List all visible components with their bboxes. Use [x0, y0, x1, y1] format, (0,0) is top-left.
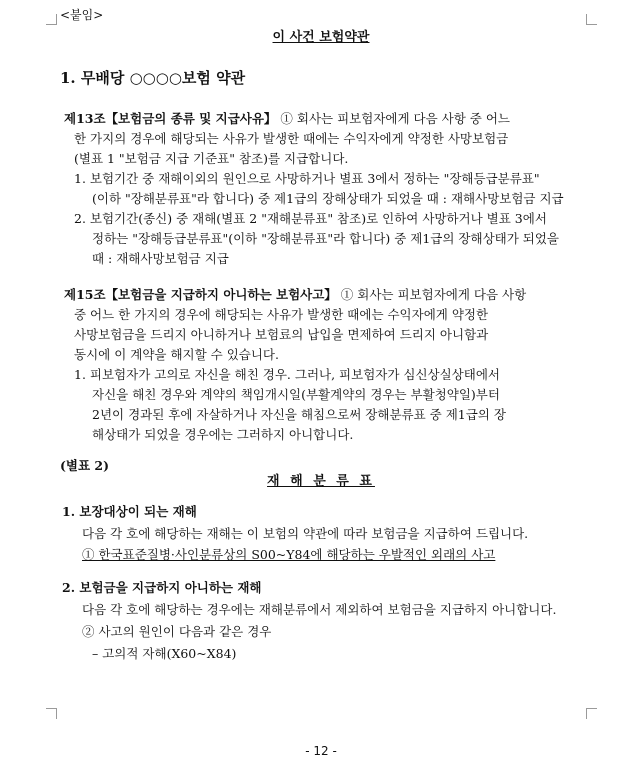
list-item-line: 2. 보험기간(종신) 중 재해(별표 2 "재해분류표" 참조)로 인하여 사망하거나 별표 3에서	[74, 211, 547, 226]
paragraph-line: (별표 1 "보험금 지급 기준표" 참조)를 지급합니다.	[74, 151, 349, 166]
annex-sub-item: – 고의적 자해(X60~X84)	[92, 646, 237, 661]
list-item-line: 정하는 "장해등급분류표"(이하 "장해분류표"라 합니다) 중 제1급의 장해상태가 되었을	[92, 231, 559, 246]
list-item-line: 때 : 재해사망보험금 지급	[92, 251, 229, 266]
annex-paragraph: 다음 각 호에 해당하는 재해는 이 보험의 약관에 따라 보험금을 지급하여 드립니다.	[82, 526, 529, 541]
article-15-title: 제15조【보험금을 지급하지 아니하는 보험사고】	[64, 287, 337, 302]
article-13-first-line: 제13조【보험금의 종류 및 지급사유】 ① 회사는 피보험자에게 다음 사항 중 어느	[64, 111, 510, 126]
article-13-title: 제13조【보험금의 종류 및 지급사유】	[64, 111, 277, 126]
section-heading: 1. 무배당 ○○○○보험 약관	[60, 69, 246, 87]
page-corner-mark	[586, 14, 597, 25]
annex-list-item: ① 한국표준질병·사인분류상의 S00~Y84에 해당하는 우발적인 외래의 사고	[82, 547, 496, 562]
list-item-line: 해상태가 되었을 경우에는 그러하지 아니합니다.	[92, 427, 354, 442]
annex-list-item: ② 사고의 원인이 다음과 같은 경우	[82, 624, 272, 639]
list-item-line: 2년이 경과된 후에 자살하거나 자신을 해침으로써 장해분류표 중 제1급의 장	[92, 407, 506, 422]
document-title: 이 사건 보험약관	[272, 30, 370, 45]
annex-label: (별표 2)	[60, 458, 110, 473]
paragraph-line: 중 어느 한 가지의 경우에 해당되는 사유가 발생한 때에는 수익자에게 약정한	[74, 307, 489, 322]
page-number: - 12 -	[305, 744, 337, 758]
list-item-line: 자신을 해친 경우와 계약의 책임개시일(부활계약의 경우는 부활청약일)부터	[92, 387, 500, 402]
page-corner-mark	[46, 14, 57, 25]
article-15-first-line: 제15조【보험금을 지급하지 아니하는 보험사고】 ① 회사는 피보험자에게 다음 사항	[64, 287, 527, 302]
page-corner-mark	[46, 708, 57, 719]
annex-section-heading: 2. 보험금을 지급하지 아니하는 재해	[62, 580, 262, 595]
list-item-line: 1. 피보험자가 고의로 자신을 해친 경우. 그러나, 피보험자가 심신상실상태에서	[74, 367, 500, 382]
paragraph-line: 사망보험금을 드리지 아니하거나 보험료의 납입을 면제하여 드리지 아니함과	[74, 327, 489, 342]
list-item-line: 1. 보험기간 중 재해이외의 원인으로 사망하거나 별표 3에서 정하는 "장해등급분류표"	[74, 171, 540, 186]
attachment-label: <붙임>	[60, 8, 104, 22]
paragraph-line: 한 가지의 경우에 해당되는 사유가 발생한 때에는 수익자에게 약정한 사망보험금	[74, 131, 509, 146]
annex-section-heading: 1. 보장대상이 되는 재해	[62, 504, 197, 519]
paragraph-line: 동시에 이 계약을 해지할 수 있습니다.	[74, 347, 279, 362]
list-item-line: (이하 "장해분류표"라 합니다) 중 제1급의 장해상태가 되었을 때 : 재해사망보험금 지급	[92, 191, 564, 206]
page-corner-mark	[586, 708, 597, 719]
annex-paragraph: 다음 각 호에 해당하는 경우에는 재해분류에서 제외하여 보험금을 지급하지 아니합니다.	[82, 602, 557, 617]
annex-title: 재 해 분 류 표	[267, 474, 375, 489]
